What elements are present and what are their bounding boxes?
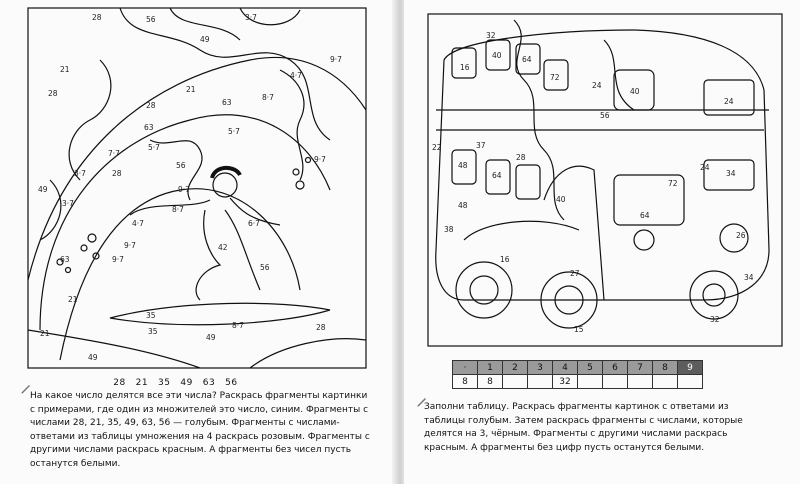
picture-number: 16 [460, 63, 470, 72]
picture-number: 35 [146, 311, 156, 320]
picture-number: 63 [60, 255, 70, 264]
picture-number: 56 [176, 161, 186, 170]
numbers-row [110, 378, 241, 388]
picture-number: 21 [40, 329, 50, 338]
picture-number: 32 [710, 315, 720, 324]
picture-number: 22 [432, 143, 442, 152]
picture-number: 9·7 [178, 185, 190, 194]
table-cell[interactable] [578, 375, 603, 389]
picture-number: 63 [144, 123, 154, 132]
picture-number: 5·7 [148, 143, 160, 152]
picture-number: 15 [574, 325, 584, 334]
left-page [0, 0, 396, 484]
picture-number: 49 [88, 353, 98, 362]
picture-number: 40 [630, 87, 640, 96]
table-cell: 3 [528, 361, 553, 375]
picture-number: 28 [316, 323, 326, 332]
table-cell: 32 [553, 375, 578, 389]
table-cell: 7 [628, 361, 653, 375]
table-cell: 6 [603, 361, 628, 375]
table-cell[interactable] [678, 375, 703, 389]
table-cell: · [453, 361, 478, 375]
picture-number: 35 [148, 327, 158, 336]
picture-number: 27 [570, 269, 580, 278]
picture-number: 21 [60, 65, 70, 74]
picture-number: 16 [500, 255, 510, 264]
picture-number: 28 [48, 89, 58, 98]
picture-number: 3·7 [74, 169, 86, 178]
picture-number: 24 [592, 81, 602, 90]
table-cell: 5 [578, 361, 603, 375]
picture-number: 63 [222, 98, 232, 107]
table-cell: 8 [653, 361, 678, 375]
picture-number: 6·7 [248, 219, 260, 228]
row-number: 49 [180, 378, 193, 388]
picture-number: 42 [218, 243, 228, 252]
picture-number: 24 [724, 97, 734, 106]
table-cell: 8 [453, 375, 478, 389]
picture-number: 21 [186, 85, 196, 94]
multiplication-table [452, 360, 703, 389]
picture-number: 24 [700, 163, 710, 172]
picture-frame [428, 14, 782, 346]
table-cell: 9 [678, 361, 703, 375]
row-number: 63 [202, 378, 216, 388]
picture-number: 8·7 [172, 205, 184, 214]
picture-number: 49 [38, 185, 48, 194]
picture-number: 49 [206, 333, 216, 342]
picture-number: 56 [146, 15, 156, 24]
picture-number: 28 [112, 169, 122, 178]
table-header-row [453, 361, 703, 375]
picture-number: 8·7 [232, 321, 244, 330]
picture-number: 4·7 [132, 219, 144, 228]
picture-number: 21 [68, 295, 78, 304]
picture-number: 56 [600, 111, 610, 120]
table-cell[interactable] [628, 375, 653, 389]
picture-number: 32 [486, 31, 496, 40]
picture-number: 26 [736, 231, 746, 240]
picture-number: 5·7 [228, 127, 240, 136]
picture-number: 64 [492, 171, 502, 180]
table-cell[interactable] [503, 375, 528, 389]
picture-number: 34 [744, 273, 754, 282]
surfer-coloring-picture [0, 0, 396, 380]
picture-number: 37 [476, 141, 486, 150]
row-number: 21 [135, 378, 149, 388]
picture-number: 34 [726, 169, 736, 178]
table-cell[interactable] [603, 375, 628, 389]
picture-number: 64 [640, 211, 650, 220]
picture-number: 8·7 [262, 93, 274, 102]
row-number: 35 [158, 378, 171, 388]
picture-number: 3·7 [245, 13, 257, 22]
table-cell: 2 [503, 361, 528, 375]
right-page [404, 0, 800, 484]
picture-number: 72 [550, 73, 560, 82]
table-row [453, 375, 703, 389]
picture-number: 40 [556, 195, 566, 204]
picture-number: 9·7 [314, 155, 326, 164]
task-text: Заполни таблицу. Раскрась фрагменты картинок с ответами из таблицы голубым. Затем раскрась фрагменты с числами, которые делятся на 3, чёрным. Фрагменты с другими числами раскрась красным. А фрагменты без цифр пусть останутся белыми. [424, 402, 743, 453]
table-cell: 8 [478, 375, 503, 389]
table-cell: 1 [478, 361, 503, 375]
picture-number: 28 [146, 101, 156, 110]
row-number: 56 [225, 378, 238, 388]
picture-number: 9·7 [112, 255, 124, 264]
picture-number: 38 [444, 225, 454, 234]
picture-number: 48 [458, 201, 468, 210]
bus-coloring-picture [404, 0, 800, 350]
picture-number: 9·7 [124, 241, 136, 250]
picture-number: 72 [668, 179, 678, 188]
picture-number: 28 [516, 153, 526, 162]
table-cell[interactable] [653, 375, 678, 389]
row-number: 28 [113, 378, 126, 388]
picture-number: 49 [200, 35, 210, 44]
task-text: На какое число делятся все эти числа? Раскрась фрагменты картинки с примерами, где один из множителей это число, синим. Фрагменты с числами 28, 21, 35, 49, 63, 56 — голубым. Фрагменты с числами-ответами из таблицы умножения на 4 раскрась розовым. Фрагменты с другими числами раскрась красным. А фрагменты без чисел пусть останутся белыми. [30, 391, 370, 469]
picture-number: 64 [522, 55, 532, 64]
picture-number: 7·7 [108, 149, 120, 158]
picture-number: 28 [92, 13, 102, 22]
table-cell: 4 [553, 361, 578, 375]
picture-number: 56 [260, 263, 270, 272]
picture-number: 48 [458, 161, 468, 170]
picture-number: 4·7 [290, 71, 302, 80]
picture-number: 9·7 [330, 55, 342, 64]
picture-number: 3·7 [62, 199, 74, 208]
table-cell[interactable] [528, 375, 553, 389]
picture-number: 40 [492, 51, 502, 60]
